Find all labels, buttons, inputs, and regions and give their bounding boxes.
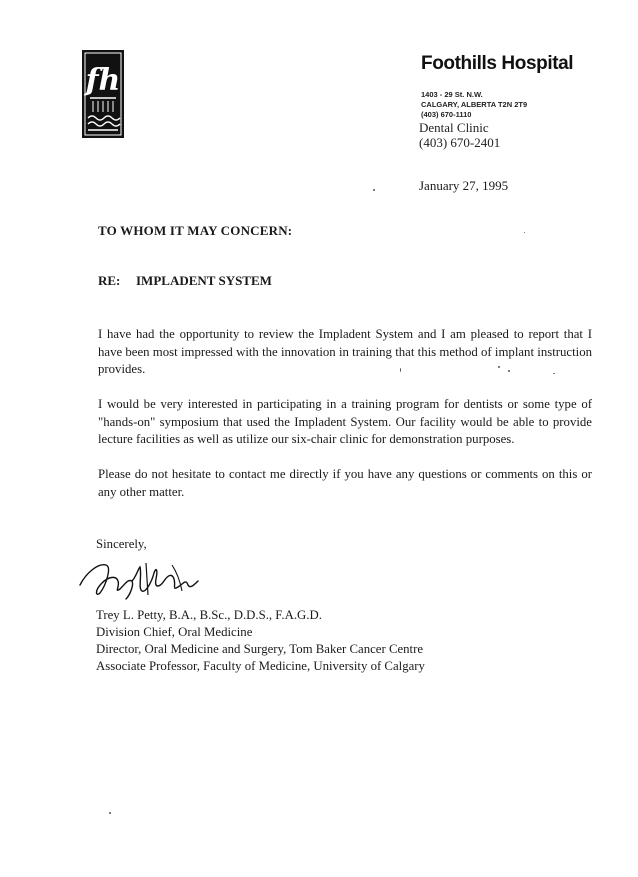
closing: Sincerely, <box>96 537 147 551</box>
address-line-1: 1403 - 29 St. N.W. <box>421 90 483 99</box>
re-label: RE: <box>98 273 121 288</box>
scan-speck <box>498 366 500 368</box>
scan-speck <box>400 368 401 372</box>
hospital-name: Foothills Hospital <box>421 53 574 74</box>
handwritten-signature-icon <box>76 555 204 603</box>
signatory-title-2: Director, Oral Medicine and Surgery, Tom Baker Cancer Centre <box>96 642 424 656</box>
body-paragraph-1: I have had the opportunity to review the Impladent System and I am pleased to report that I have been most impressed with the innovation in training that this method of implant instruction provides. <box>98 327 592 376</box>
signatory-title-1: Division Chief, Oral Medicine <box>96 625 253 639</box>
scan-speck <box>109 812 111 814</box>
hospital-logo-icon <box>82 50 124 138</box>
hospital-phone: (403) 670-1110 <box>421 110 472 119</box>
signatory-name: Trey L. Petty, B.A., B.Sc., D.D.S., F.A.G.D. <box>96 608 322 622</box>
body-paragraph-3: Please do not hesitate to contact me directly if you have any questions or comments on this or any other matter. <box>98 467 592 499</box>
scan-speck <box>524 232 525 233</box>
address-line-2: CALGARY, ALBERTA T2N 2T9 <box>421 100 528 109</box>
department-phone: (403) 670-2401 <box>419 135 501 150</box>
letter-date: January 27, 1995 <box>419 178 509 193</box>
re-subject: IMPLADENT SYSTEM <box>136 273 272 288</box>
svg-text:fh: fh <box>85 63 121 98</box>
scan-speck <box>553 373 555 374</box>
signatory-title-3: Associate Professor, Faculty of Medicine, University of Calgary <box>96 659 425 673</box>
body-paragraph-2: I would be very interested in participating in a training program for dentists or some type of "hands-on" symposium that used the Impladent System. Our facility would be able to provide lecture facilities as well as utilize our six-chair clinic for demonstration purposes. <box>98 397 592 446</box>
scan-speck <box>373 189 375 191</box>
scan-speck <box>508 370 510 372</box>
salutation: TO WHOM IT MAY CONCERN: <box>98 223 293 238</box>
department-name: Dental Clinic <box>419 120 489 135</box>
